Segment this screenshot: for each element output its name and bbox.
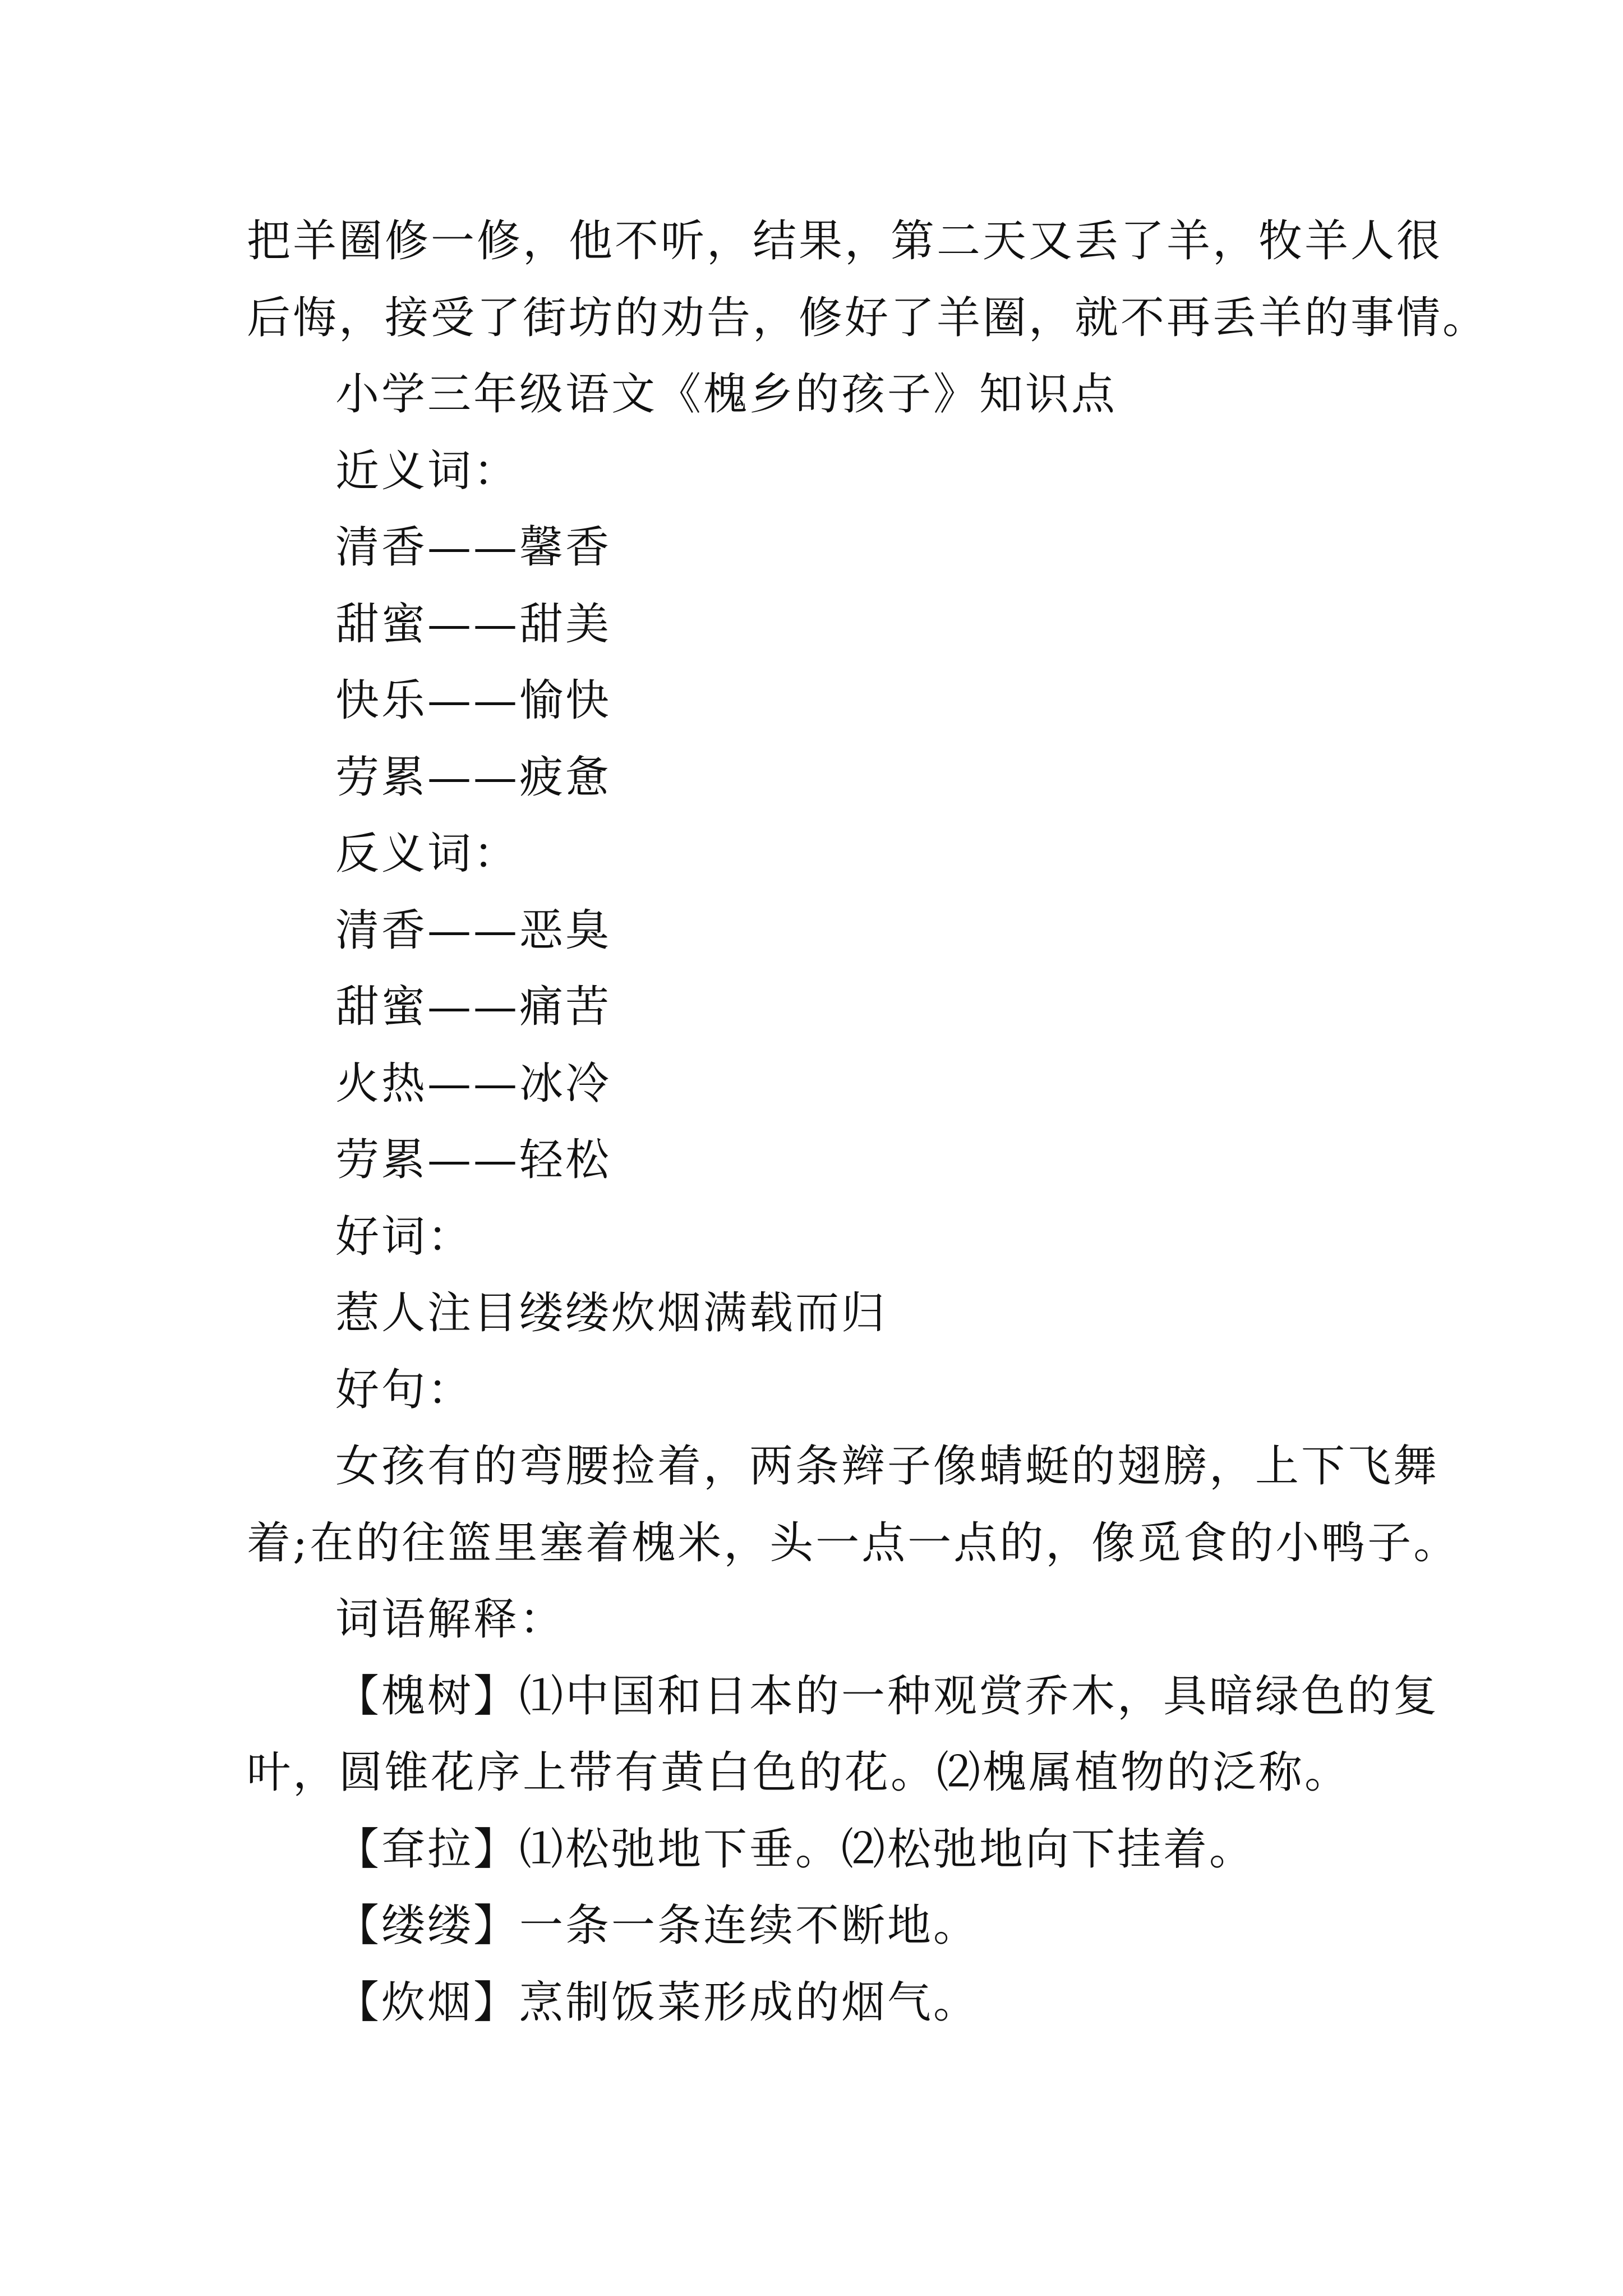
good-sentence-line: 女孩有的弯腰捡着，两条辫子像蜻蜓的翅膀，上下飞舞 bbox=[335, 1441, 1440, 1492]
synonym-pair: 劳累——疲惫 bbox=[335, 752, 612, 803]
definition-line: 叶，圆锥花序上带有黄白色的花。⑵槐属植物的泛称。 bbox=[247, 1747, 1351, 1798]
definition-line: 【炊烟】烹制饭菜形成的烟气。 bbox=[335, 1977, 980, 2028]
definition-line: 【缕缕】一条一条连续不断地。 bbox=[335, 1901, 980, 1951]
paragraph-line-2: 后悔，接受了街坊的劝告，修好了羊圈，就不再丢羊的事情。 bbox=[247, 293, 1489, 343]
definition-line: 【耷拉】⑴松弛地下垂。⑵松弛地向下挂着。 bbox=[335, 1824, 1256, 1875]
synonym-pair: 清香——馨香 bbox=[335, 522, 612, 573]
good-sentences-heading: 好句： bbox=[335, 1365, 474, 1415]
synonym-pair: 快乐——愉快 bbox=[335, 675, 612, 726]
good-words-heading: 好词： bbox=[335, 1212, 474, 1262]
antonym-pair: 火热——冰冷 bbox=[335, 1059, 612, 1109]
section-title: 小学三年级语文《槐乡的孩子》知识点 bbox=[335, 369, 1118, 420]
antonym-pair: 劳累——轻松 bbox=[335, 1135, 612, 1185]
synonyms-heading: 近义词： bbox=[335, 446, 520, 496]
good-words-list: 惹人注目缕缕炊烟满载而归 bbox=[335, 1288, 888, 1338]
definition-line: 【槐树】⑴中国和日本的一种观赏乔木，具暗绿色的复 bbox=[335, 1671, 1440, 1722]
synonym-pair: 甜蜜——甜美 bbox=[335, 599, 612, 650]
antonym-pair: 甜蜜——痛苦 bbox=[335, 982, 612, 1032]
paragraph-line-1: 把羊圈修一修，他不听，结果，第二天又丢了羊，牧羊人很 bbox=[247, 216, 1443, 266]
antonym-pair: 清香——恶臭 bbox=[335, 905, 612, 956]
antonyms-heading: 反义词： bbox=[335, 829, 520, 879]
good-sentence-line: 着;在的往篮里塞着槐米，头一点一点的，像觅食的小鸭子。 bbox=[247, 1518, 1460, 1568]
definitions-heading: 词语解释： bbox=[335, 1594, 566, 1645]
